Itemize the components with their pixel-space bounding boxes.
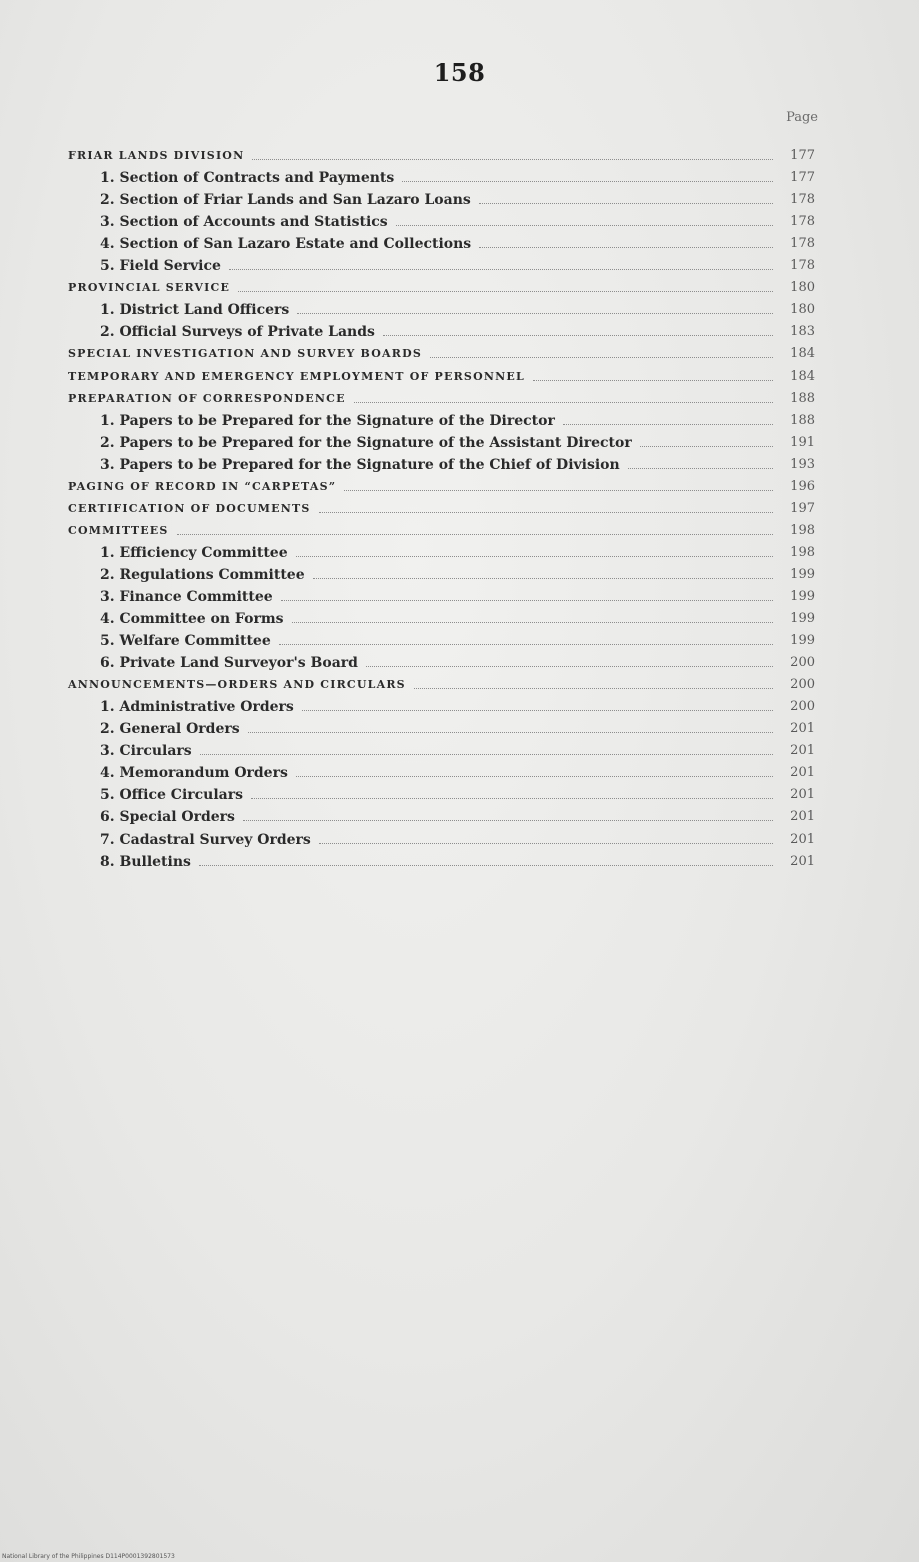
toc-entry-page: 200 — [790, 699, 815, 715]
dot-leader — [344, 490, 773, 491]
toc-entry-title: TEMPORARY AND EMERGENCY EMPLOYMENT OF PERSONNEL — [68, 369, 525, 383]
page-column-label: Page — [786, 110, 818, 125]
toc-entry-page: 198 — [790, 522, 815, 538]
toc-entry — [68, 386, 815, 408]
toc-entry-page: 177 — [790, 170, 815, 186]
toc-entry — [68, 584, 815, 606]
toc-entry — [68, 275, 815, 297]
toc-entry-title: 2. Regulations Committee — [100, 566, 305, 583]
toc-entry-page: 201 — [790, 809, 815, 825]
dot-leader — [640, 446, 773, 447]
dot-leader — [366, 666, 773, 667]
toc-entry — [68, 760, 815, 782]
toc-entry-page: 184 — [790, 346, 815, 362]
toc-entry-title: 5. Office Circulars — [100, 787, 243, 804]
toc-entry — [68, 650, 815, 672]
toc-entry-page: 201 — [790, 831, 815, 847]
toc-entry-title: COMMITTEES — [68, 523, 169, 537]
dot-leader — [402, 181, 773, 182]
toc-entry-title: 4. Committee on Forms — [100, 611, 284, 628]
dot-leader — [279, 644, 773, 645]
dot-leader — [628, 468, 773, 469]
toc-entry-page: 180 — [790, 280, 815, 296]
toc-entry-title: 4. Memorandum Orders — [100, 765, 288, 782]
toc-entry-page: 188 — [790, 412, 815, 428]
toc-entry — [68, 782, 815, 804]
dot-leader — [238, 291, 773, 292]
toc-entry-page: 178 — [790, 192, 815, 208]
toc-entry-page: 178 — [790, 258, 815, 274]
dot-leader — [177, 534, 773, 535]
dot-leader — [199, 865, 773, 866]
toc-entry — [68, 804, 815, 826]
toc-entry — [68, 672, 815, 694]
toc-entry-page: 201 — [790, 765, 815, 781]
toc-entry-title: 3. Section of Accounts and Statistics — [100, 214, 388, 231]
toc-entry — [68, 716, 815, 738]
toc-entry-page: 201 — [790, 743, 815, 759]
toc-entry — [68, 606, 815, 628]
toc-entry-title: 1. Papers to be Prepared for the Signature of the Director — [100, 412, 555, 429]
toc-entry-title: 3. Circulars — [100, 743, 192, 760]
dot-leader — [319, 512, 774, 513]
toc-entry-title: 3. Papers to be Prepared for the Signature of the Chief of Division — [100, 456, 620, 473]
dot-leader — [200, 754, 773, 755]
toc-entry-page: 188 — [790, 390, 815, 406]
toc-entry-page: 200 — [790, 655, 815, 671]
toc-entry-page: 199 — [790, 566, 815, 582]
toc-entry-title: 8. Bulletins — [100, 853, 191, 870]
toc-entry-page: 196 — [790, 478, 815, 494]
toc-entry — [68, 738, 815, 760]
toc-entry-title: 5. Field Service — [100, 258, 221, 275]
toc-entry-page: 184 — [790, 368, 815, 384]
dot-leader — [252, 159, 773, 160]
toc-entry-title: 5. Welfare Committee — [100, 633, 271, 650]
toc-entry-title: 6. Private Land Surveyor's Board — [100, 655, 358, 672]
dot-leader — [396, 225, 773, 226]
dot-leader — [251, 798, 773, 799]
dot-leader — [533, 380, 773, 381]
toc-entry — [68, 165, 815, 187]
toc-entry-title: ANNOUNCEMENTS—ORDERS AND CIRCULARS — [68, 678, 406, 692]
dot-leader — [302, 710, 773, 711]
toc-entry-page: 199 — [790, 611, 815, 627]
toc-entry-title: FRIAR LANDS DIVISION — [68, 149, 245, 163]
toc-entry-page: 199 — [790, 633, 815, 649]
toc-entry-title: 2. General Orders — [100, 721, 240, 738]
toc-entry — [68, 253, 815, 275]
toc-entry — [68, 430, 815, 452]
dot-leader — [313, 578, 773, 579]
toc-entry — [68, 231, 815, 253]
dot-leader — [297, 313, 773, 314]
dot-leader — [414, 688, 773, 689]
toc-entry-page: 201 — [790, 853, 815, 869]
dot-leader — [248, 732, 773, 733]
toc-entry-title: 1. Administrative Orders — [100, 699, 294, 716]
toc-entry-title: SPECIAL INVESTIGATION AND SURVEY BOARDS — [68, 347, 423, 361]
toc-entry-title: 4. Section of San Lazaro Estate and Collections — [100, 236, 472, 253]
toc-entry-page: 201 — [790, 721, 815, 737]
toc-entry — [68, 540, 815, 562]
dot-leader — [430, 357, 773, 358]
toc-entry — [68, 518, 815, 540]
toc-entry-title: 2. Official Surveys of Private Lands — [100, 324, 375, 341]
toc-entry — [68, 319, 815, 341]
toc-entry-title: 2. Papers to be Prepared for the Signature of the Assistant Director — [100, 434, 632, 451]
toc-entry-page: 191 — [790, 434, 815, 450]
toc-entry — [68, 562, 815, 584]
toc-entry-page: 201 — [790, 787, 815, 803]
toc-entry-page: 197 — [790, 500, 815, 516]
toc-entry-page: 177 — [790, 148, 815, 164]
toc-entry — [68, 363, 815, 385]
dot-leader — [479, 247, 773, 248]
toc-entry-page: 178 — [790, 214, 815, 230]
dot-leader — [383, 335, 773, 336]
toc-entry-title: PREPARATION OF CORRESPONDENCE — [68, 391, 346, 405]
page-number: 158 — [433, 58, 486, 87]
toc-entry — [68, 694, 815, 716]
scan-credit: National Library of the Philippines D114P0001392801573 — [2, 1553, 175, 1560]
toc-entry — [68, 297, 815, 319]
toc-entry — [68, 849, 815, 871]
toc-entry-page: 193 — [790, 456, 815, 472]
table-of-contents — [68, 143, 815, 871]
dot-leader — [296, 556, 773, 557]
toc-entry — [68, 187, 815, 209]
toc-entry-title: 1. District Land Officers — [100, 302, 290, 319]
toc-entry-page: 183 — [790, 324, 815, 340]
toc-entry — [68, 496, 815, 518]
dot-leader — [281, 600, 773, 601]
toc-entry — [68, 408, 815, 430]
toc-entry-title: 7. Cadastral Survey Orders — [100, 831, 311, 848]
toc-entry — [68, 826, 815, 848]
dot-leader — [229, 269, 773, 270]
toc-entry-title: 6. Special Orders — [100, 809, 235, 826]
toc-entry-page: 180 — [790, 302, 815, 318]
toc-entry-title: 1. Efficiency Committee — [100, 544, 288, 561]
toc-entry-title: 1. Section of Contracts and Payments — [100, 170, 395, 187]
dot-leader — [243, 820, 773, 821]
dot-leader — [319, 843, 773, 844]
toc-entry-title: 3. Finance Committee — [100, 588, 273, 605]
dot-leader — [479, 203, 773, 204]
toc-entry-title: PROVINCIAL SERVICE — [68, 281, 231, 295]
toc-entry-page: 198 — [790, 544, 815, 560]
toc-entry — [68, 341, 815, 363]
toc-entry — [68, 143, 815, 165]
dot-leader — [296, 776, 773, 777]
toc-entry-title: CERTIFICATION OF DOCUMENTS — [68, 501, 311, 515]
toc-entry-title: 2. Section of Friar Lands and San Lazaro Loans — [100, 192, 471, 209]
toc-entry-title: PAGING OF RECORD IN “CARPETAS” — [68, 479, 337, 493]
toc-entry — [68, 452, 815, 474]
dot-leader — [563, 424, 773, 425]
dot-leader — [354, 402, 773, 403]
toc-entry — [68, 209, 815, 231]
toc-entry — [68, 628, 815, 650]
toc-entry-page: 178 — [790, 236, 815, 252]
toc-entry-page: 200 — [790, 677, 815, 693]
dot-leader — [292, 622, 773, 623]
toc-entry-page: 199 — [790, 588, 815, 604]
toc-entry — [68, 474, 815, 496]
